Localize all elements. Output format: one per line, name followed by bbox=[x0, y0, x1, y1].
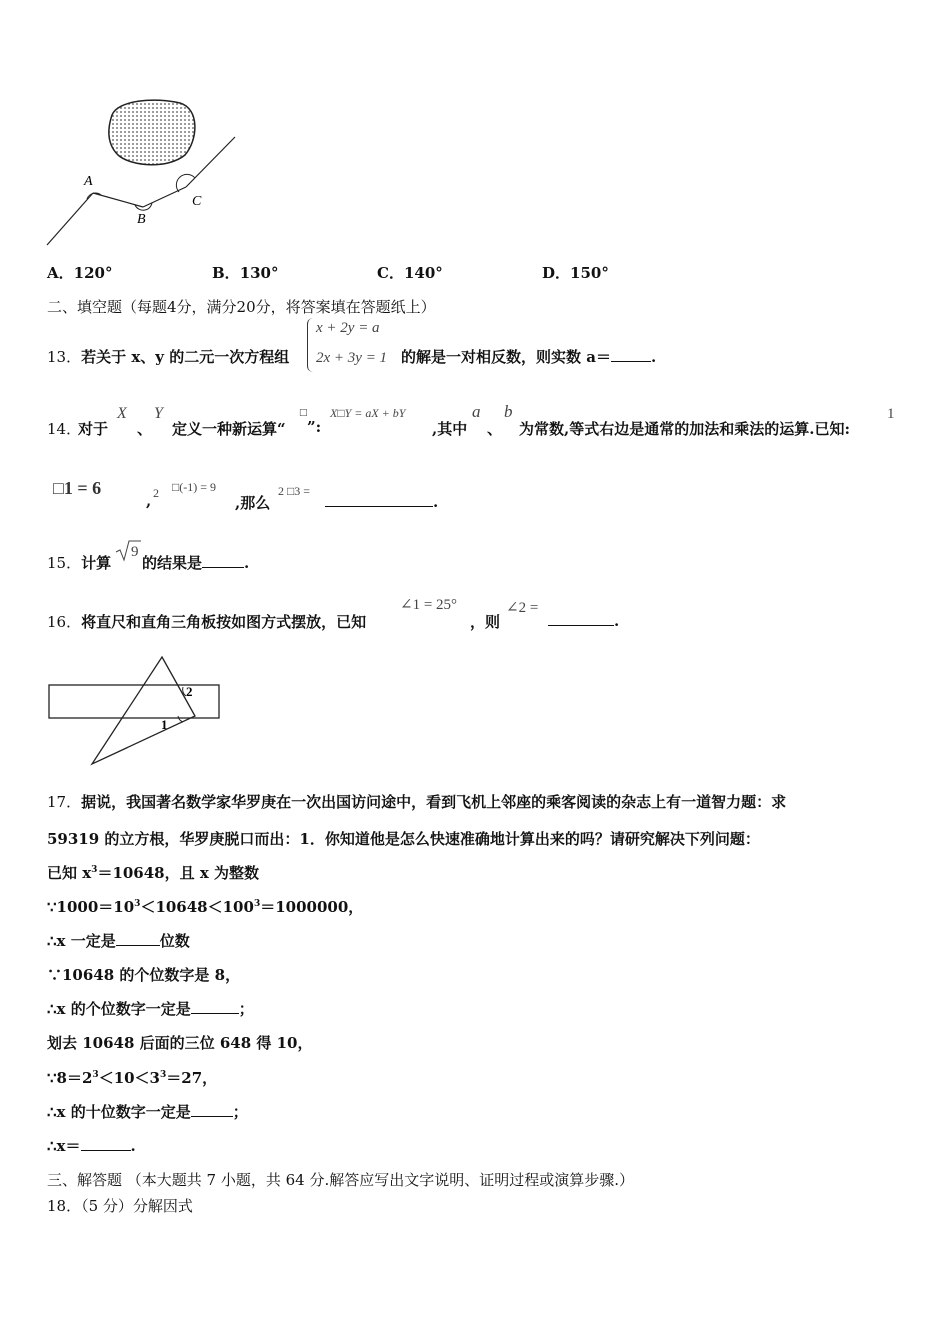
q14-a: a bbox=[472, 402, 481, 421]
q13-answer-blank[interactable] bbox=[611, 347, 651, 362]
q14-p1: 对于 bbox=[78, 420, 109, 438]
q14-given-2: □(-1) = 9 bbox=[172, 480, 217, 494]
option-d: D．150° bbox=[542, 264, 609, 282]
figure-lake-path bbox=[40, 95, 250, 250]
q13-eq2: 2x + 3y = 1 bbox=[316, 350, 388, 366]
label-A: A bbox=[84, 174, 93, 189]
q15-sqrt bbox=[114, 538, 142, 564]
q18: 18．（5 分）分解因式 bbox=[47, 1197, 193, 1215]
q14-given-2-base: 2 bbox=[153, 486, 159, 500]
q14-given-1: □1 = 6 bbox=[53, 478, 102, 498]
q17-line4: ∵10648 的个位数字是 8， bbox=[47, 966, 241, 984]
q13: 13．若关于 x、y 的二元一次方程组 bbox=[47, 348, 290, 366]
q17-line9: ∴x＝ . bbox=[47, 1137, 136, 1155]
lake-shape bbox=[109, 100, 195, 165]
q13-eq1: x + 2y = a bbox=[316, 320, 380, 336]
q14-formula: X□Y = aX + bY bbox=[330, 406, 406, 420]
triangle bbox=[92, 657, 195, 764]
q16-answer-blank[interactable] bbox=[548, 611, 614, 626]
q14-sep1: 、 bbox=[137, 420, 153, 438]
q17-intro1: 17．据说，我国著名数学家华罗庚在一次出国访问途中，看到飞机上邻座的乘客阅读的杂志上有一道智力题：求 bbox=[47, 793, 787, 811]
q14-sep2: 、 bbox=[487, 420, 503, 438]
q16: 16．将直尺和直角三角板按如图方式摆放，已知 bbox=[47, 613, 367, 631]
q17-blank-digits[interactable] bbox=[116, 931, 160, 946]
q14-num: 14． bbox=[47, 420, 82, 438]
q14-p4: ,其中 bbox=[432, 420, 468, 438]
q17-line6: 划去 10648 后面的三位 648 得 10， bbox=[47, 1034, 313, 1052]
q15: 15．计算 bbox=[47, 554, 112, 572]
q13-post: 的解是一对相反数，则实数 a＝ . bbox=[401, 348, 657, 366]
option-b: B．130° bbox=[212, 264, 279, 282]
option-a: A．120° bbox=[47, 264, 113, 282]
q14-tail-one: 1 bbox=[887, 406, 895, 422]
q17-blank-tens[interactable] bbox=[191, 1102, 233, 1117]
q14-p2: 定义一种新运算“ bbox=[172, 420, 286, 438]
q17-blank-units[interactable] bbox=[191, 999, 239, 1014]
section2-heading: 二、填空题（每题4分，满分20分，将答案填在答题纸上） bbox=[47, 298, 436, 316]
label-1: 1 bbox=[161, 717, 168, 732]
q14-p3: ”: bbox=[307, 418, 322, 436]
q14-X: X bbox=[117, 405, 127, 422]
label-B: B bbox=[137, 212, 146, 227]
q17-intro2: 59319 的立方根，华罗庚脱口而出：1．你知道他是怎么快速准确地计算出来的吗？请研究解决下列问题： bbox=[47, 830, 760, 848]
q14-p5: 为常数,等式右边是通常的加法和乘法的运算.已知: bbox=[519, 420, 850, 438]
q17-line7: $\because 8=2^3<10<3^3=27$， bbox=[47, 1069, 218, 1087]
q16-given: ∠1 = 25° bbox=[400, 597, 458, 613]
q15-radicand: 9 bbox=[131, 544, 139, 560]
option-c: C．140° bbox=[377, 264, 443, 282]
q15-answer-blank[interactable] bbox=[202, 553, 244, 568]
figure-ruler-triangle bbox=[40, 650, 240, 770]
q14-op: □ bbox=[299, 408, 308, 418]
q17-line2: $\because 1000=10^3<10648<100^3=1000000$， bbox=[47, 898, 364, 916]
q14-b: b bbox=[504, 402, 513, 421]
q17-blank-x[interactable] bbox=[81, 1136, 131, 1151]
q17-line3: ∴x 一定是 位数 bbox=[47, 932, 190, 950]
q14-Y: Y bbox=[154, 405, 163, 422]
q14-p6: ,那么 bbox=[235, 494, 271, 512]
q14-answer: . bbox=[325, 492, 438, 511]
label-2: 2 bbox=[186, 684, 193, 699]
label-C: C bbox=[192, 194, 202, 209]
q16-answer: . bbox=[548, 611, 619, 630]
q17-line1: 已知 $x^3=10648$，且 x 为整数 bbox=[47, 864, 260, 882]
q16-ask: ∠2 = bbox=[506, 600, 539, 616]
section3-heading: 三、解答题 （本大题共 7 小题，共 64 分.解答应写出文字说明、证明过程或演算步骤.） bbox=[47, 1171, 635, 1189]
q16-mid: ，则 bbox=[470, 613, 501, 631]
q14-answer-blank[interactable] bbox=[325, 492, 433, 507]
q17-line8: ∴x 的十位数字一定是 ； bbox=[47, 1103, 248, 1121]
q15-post: 的结果是 . bbox=[142, 554, 250, 572]
q14-comma: , bbox=[146, 492, 152, 510]
q17-line5: ∴x 的个位数字一定是 ； bbox=[47, 1000, 254, 1018]
q14-ask: 2 □3 = bbox=[278, 484, 311, 498]
